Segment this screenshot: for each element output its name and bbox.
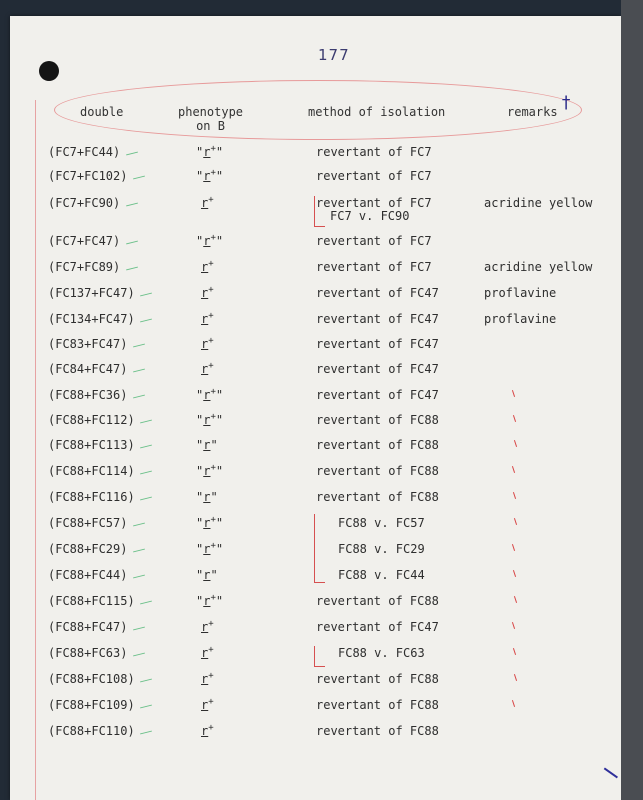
header-phenotype-line2: on B — [196, 119, 225, 133]
phenotype-value: "r" — [196, 568, 218, 582]
dagger-mark: † — [561, 93, 572, 113]
phenotype-value: "r+" — [196, 515, 224, 530]
punch-hole — [39, 61, 59, 81]
isolation-method: revertant of FC47 — [316, 286, 439, 300]
isolation-method: revertant of FC7 — [316, 260, 432, 274]
phenotype-value: r+ — [201, 285, 214, 300]
double-mutant-label: (FC83+FC47) — [48, 337, 128, 351]
isolation-method: revertant of FC47 — [316, 620, 439, 634]
remark-text: acridine yellow — [484, 260, 593, 274]
double-mutant-label: (FC7+FC102) — [48, 169, 128, 183]
double-mutant-label: (FC88+FC114) — [48, 464, 135, 478]
page-number: 177 — [318, 46, 350, 64]
double-mutant-label: (FC88+FC108) — [48, 672, 135, 686]
isolation-method: revertant of FC88 — [316, 672, 439, 686]
isolation-method: revertant of FC88 — [316, 698, 439, 712]
isolation-method: FC88 v. FC63 — [338, 646, 425, 660]
phenotype-value: r+ — [201, 671, 214, 686]
phenotype-value: "r+" — [196, 144, 224, 159]
isolation-method-secondary: FC7 v. FC90 — [330, 209, 410, 223]
isolation-method: FC88 v. FC44 — [338, 568, 425, 582]
double-mutant-label: (FC7+FC44) — [48, 145, 121, 159]
phenotype-value: r+ — [201, 619, 214, 634]
double-mutant-label: (FC88+FC109) — [48, 698, 135, 712]
phenotype-value: r+ — [201, 311, 214, 326]
double-mutant-label: (FC88+FC110) — [48, 724, 135, 738]
red-bracket-annotation — [314, 514, 325, 583]
header-phenotype — [178, 105, 243, 133]
red-bracket-annotation — [314, 196, 325, 227]
double-mutant-label: (FC88+FC113) — [48, 438, 135, 452]
double-mutant-label: (FC7+FC90) — [48, 196, 121, 210]
isolation-method: revertant of FC7 — [316, 196, 432, 210]
phenotype-value: "r+" — [196, 233, 224, 248]
phenotype-value: "r+" — [196, 541, 224, 556]
isolation-method: revertant of FC88 — [316, 594, 439, 608]
header-phenotype-line1: phenotype — [178, 105, 244, 119]
double-mutant-label: (FC7+FC89) — [48, 260, 121, 274]
double-mutant-label: (FC88+FC44) — [48, 568, 128, 582]
phenotype-value: "r" — [196, 490, 218, 504]
isolation-method: revertant of FC88 — [316, 413, 439, 427]
phenotype-value: "r+" — [196, 168, 224, 183]
phenotype-value: "r+" — [196, 387, 224, 402]
isolation-method: revertant of FC7 — [316, 234, 432, 248]
phenotype-value: r+ — [201, 336, 214, 351]
remark-text: acridine yellow — [484, 196, 593, 210]
isolation-method: revertant of FC88 — [316, 490, 439, 504]
phenotype-value: r+ — [201, 697, 214, 712]
isolation-method: revertant of FC47 — [316, 362, 439, 376]
header-double: double — [80, 105, 124, 119]
isolation-method: FC88 v. FC57 — [338, 516, 425, 530]
isolation-method: FC88 v. FC29 — [338, 542, 425, 556]
double-mutant-label: (FC84+FC47) — [48, 362, 128, 376]
phenotype-value: r+ — [201, 195, 214, 210]
page-edge — [621, 0, 643, 800]
remark-text: proflavine — [484, 312, 557, 326]
phenotype-value: "r" — [196, 438, 218, 452]
isolation-method: revertant of FC88 — [316, 724, 439, 738]
phenotype-value: "r+" — [196, 593, 224, 608]
isolation-method: revertant of FC47 — [316, 388, 439, 402]
header-method: method of isolation — [308, 105, 446, 119]
phenotype-value: "r+" — [196, 412, 224, 427]
phenotype-value: r+ — [201, 259, 214, 274]
isolation-method: revertant of FC47 — [316, 337, 439, 351]
double-mutant-label: (FC7+FC47) — [48, 234, 121, 248]
margin-line — [35, 100, 36, 800]
isolation-method: revertant of FC88 — [316, 464, 439, 478]
isolation-method: revertant of FC47 — [316, 312, 439, 326]
double-mutant-label: (FC88+FC112) — [48, 413, 135, 427]
double-mutant-label: (FC88+FC63) — [48, 646, 128, 660]
phenotype-value: r+ — [201, 361, 214, 376]
double-mutant-label: (FC88+FC47) — [48, 620, 128, 634]
isolation-method: revertant of FC7 — [316, 145, 432, 159]
double-mutant-label: (FC88+FC29) — [48, 542, 128, 556]
isolation-method: revertant of FC7 — [316, 169, 432, 183]
phenotype-value: "r+" — [196, 463, 224, 478]
double-mutant-label: (FC134+FC47) — [48, 312, 135, 326]
isolation-method: revertant of FC88 — [316, 438, 439, 452]
red-bracket-annotation — [314, 646, 325, 667]
double-mutant-label: (FC88+FC57) — [48, 516, 128, 530]
double-mutant-label: (FC88+FC36) — [48, 388, 128, 402]
phenotype-value: r+ — [201, 723, 214, 738]
phenotype-value: r+ — [201, 645, 214, 660]
double-mutant-label: (FC88+FC115) — [48, 594, 135, 608]
double-mutant-label: (FC137+FC47) — [48, 286, 135, 300]
header-remarks: remarks — [507, 105, 558, 119]
remark-text: proflavine — [484, 286, 557, 300]
double-mutant-label: (FC88+FC116) — [48, 490, 135, 504]
